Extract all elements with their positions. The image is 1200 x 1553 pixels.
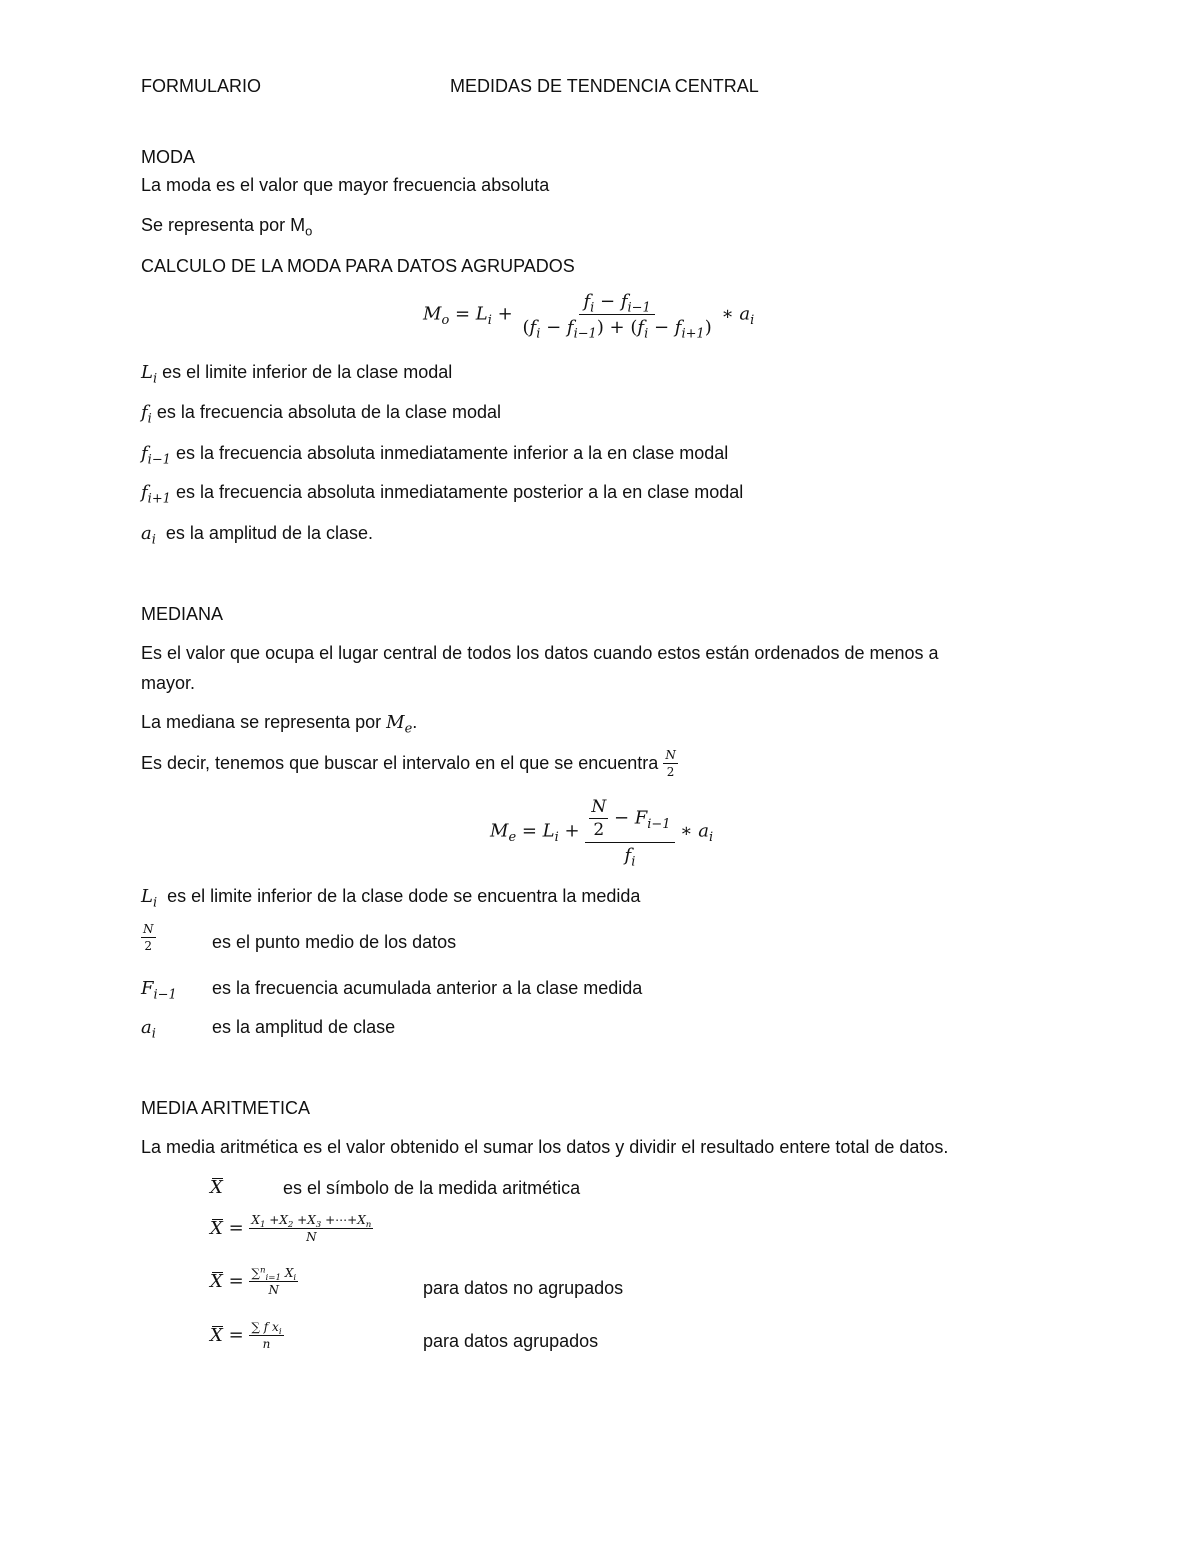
moda-calc-title: CALCULO DE LA MODA PARA DATOS AGRUPADOS: [141, 256, 575, 276]
mediana-term-ai-symbol: $a_i$: [141, 1017, 156, 1042]
media-formula-agrupados: X = $\frac{\sum f x_i}{n}$: [210, 1320, 282, 1351]
mediana-formula: $M_e = L_i$ + $\frac{N}{2}$ − $F_{i-1}$ $f_i$ ∗ $a_i$: [490, 797, 714, 870]
moda-term-li: $L_i$ es el limite inferior de la clase modal: [141, 362, 453, 387]
media-title: MEDIA ARITMETICA: [141, 1098, 311, 1118]
mediana-term-ai-desc: es la amplitud de clase: [212, 1017, 396, 1037]
media-agrupados-label: para datos agrupados: [423, 1331, 599, 1351]
media-formula-no-agrupados: X = $\frac{\sum^n_{i=1} X_i}{N}$: [210, 1265, 297, 1297]
moda-term-fi-plus: $f_{i+1}$ es la frecuencia absoluta inmediatamente posterior a la en clase modal: [141, 482, 744, 507]
mediana-term-fi-desc: es la frecuencia acumulada anterior a la clase medida: [212, 978, 643, 998]
moda-term-fi-minus: $f_{i-1}$ es la frecuencia absoluta inmediatamente inferior a la en clase modal: [141, 443, 729, 468]
media-formula-expanded: X = $\frac{X_1 +X_2 +X_3 +\cdots+X_n}{N}$: [210, 1213, 372, 1244]
media-symbol: X: [210, 1177, 223, 1198]
moda-repr-text: Se representa por M: [141, 215, 306, 235]
moda-representation: [141, 215, 313, 239]
mediana-definition-2: mayor.: [141, 673, 196, 693]
mediana-term-n2-symbol: $\frac{N}{2}$: [143, 922, 154, 953]
header-title: MEDIDAS DE TENDENCIA CENTRAL: [450, 76, 759, 96]
media-definition: La media aritmética es el valor obtenido el sumar los datos y dividir el resultado entere total de datos.: [141, 1137, 949, 1157]
media-symbol-desc: es el símbolo de la medida aritmética: [283, 1178, 581, 1198]
moda-definition: La moda es el valor que mayor frecuencia absoluta: [141, 175, 550, 195]
mediana-search: Es decir, tenemos que buscar el intervalo en el que se encuentra $\frac{N}{2}$: [141, 748, 676, 779]
mediana-term-n2-desc: es el punto medio de los datos: [212, 932, 457, 952]
moda-term-fi: $f_i$ es la frecuencia absoluta de la clase modal: [141, 402, 502, 427]
mediana-title: MEDIANA: [141, 604, 224, 624]
header-left: FORMULARIO: [141, 76, 262, 96]
moda-repr-sub: o: [305, 223, 313, 239]
mediana-representation: La mediana se representa por $M_e$.: [141, 712, 418, 737]
mediana-term-fi-symbol: $F_{i-1}$: [141, 978, 177, 1003]
mediana-term-li: $L_i$ es el limite inferior de la clase dode se encuentra la medida: [141, 886, 641, 911]
moda-formula: $M_o = L_i$ + $\frac{f_i - f_{i-1}}{(f_i - f_{i-1}) + (f_i - f_{i+1})}$ ∗ $a_i$: [423, 291, 755, 342]
mediana-definition-1: Es el valor que ocupa el lugar central de todos los datos cuando estos están ordenados de menos a: [141, 643, 939, 663]
moda-term-ai: $a_i$ es la amplitud de la clase.: [141, 523, 374, 548]
media-no-agrupados-label: para datos no agrupados: [423, 1278, 624, 1298]
moda-title: MODA: [141, 147, 195, 167]
